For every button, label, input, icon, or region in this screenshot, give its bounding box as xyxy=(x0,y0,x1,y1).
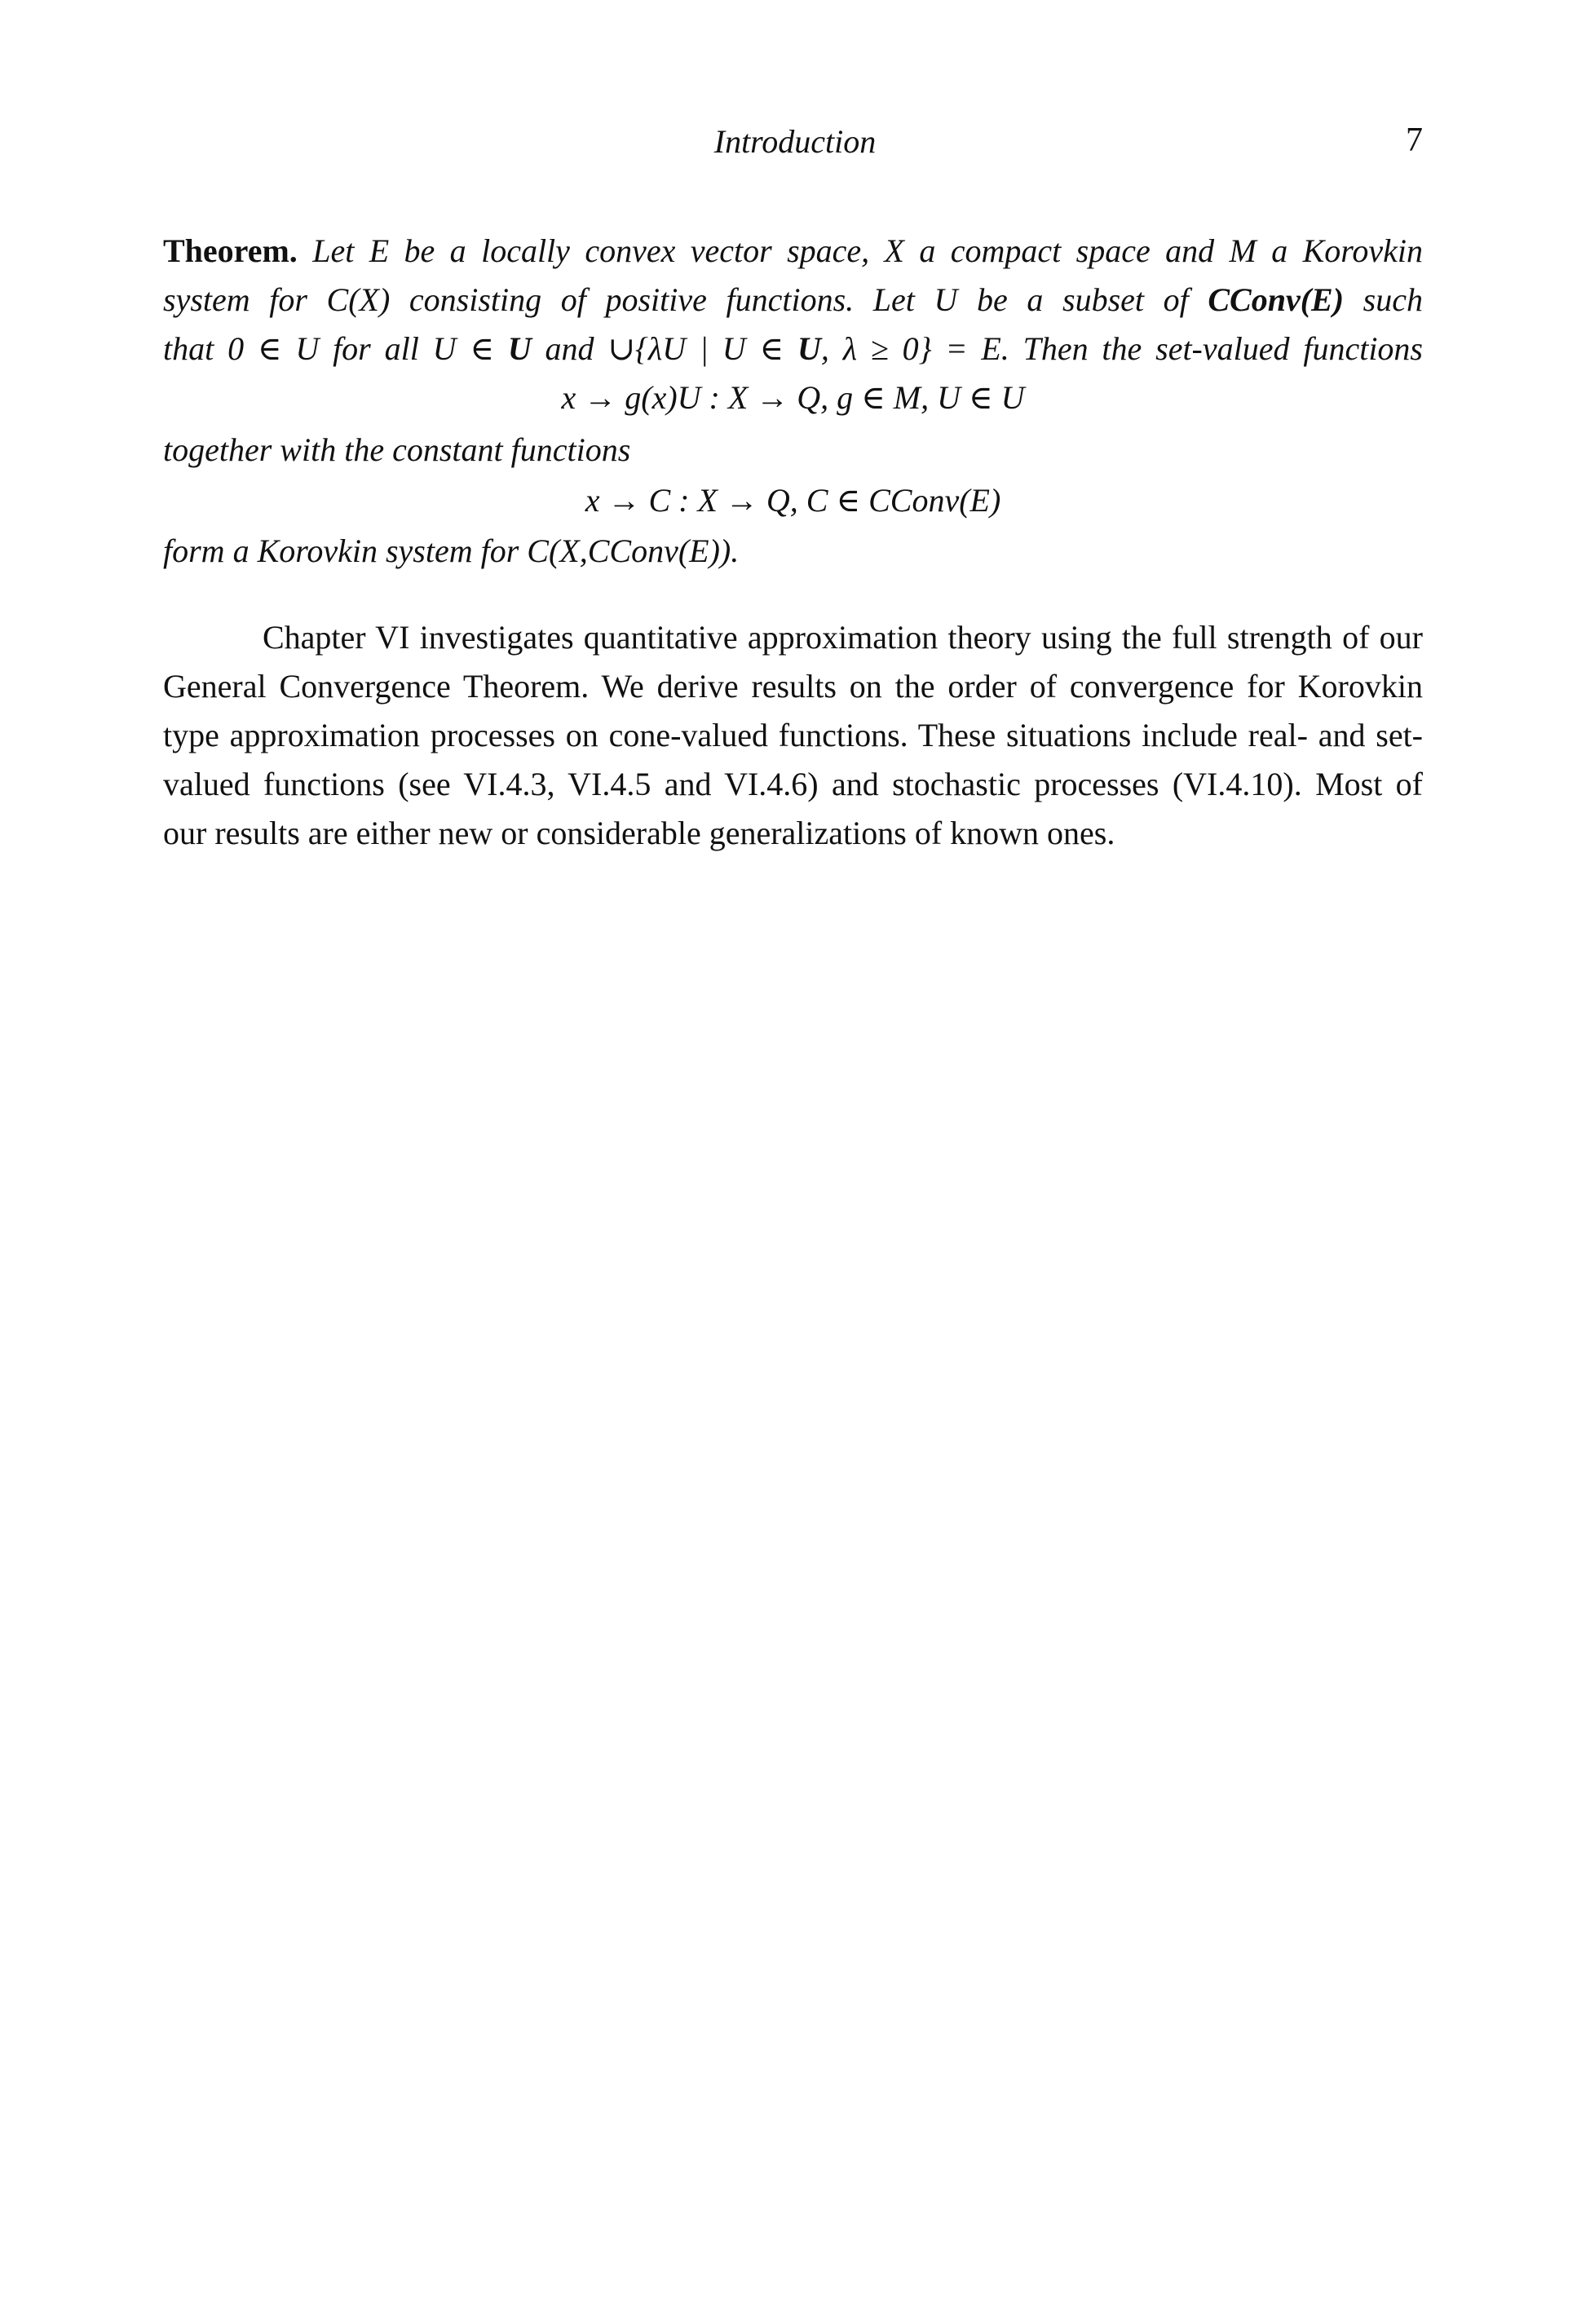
theorem-line-3-end: , λ ≥ 0} = E. Then the set-valued functions xyxy=(820,330,1423,367)
theorem-line-2-end: such xyxy=(1344,281,1423,318)
theorem-label: Theorem. xyxy=(163,232,298,269)
theorem-formula-1: x → g(x)U : X → Q, g ∈ M, U ∈ U xyxy=(561,379,1025,416)
paragraph-line-3: type approximation processes on cone-valued functions. These situations include real- and set- xyxy=(163,717,1423,753)
theorem-line-2 xyxy=(163,281,1423,320)
theorem-line-7: form a Korovkin system for C(X,CConv(E)). xyxy=(163,532,740,569)
paragraph-line-1: Chapter VI investigates quantitative approximation theory using the full strength of our xyxy=(263,619,1423,656)
theorem-cconv-symbol: CConv(E) xyxy=(1208,281,1345,318)
running-header-title: Introduction xyxy=(713,123,877,160)
theorem-u-symbol-1: U xyxy=(507,330,532,367)
theorem-line-3-text: that 0 ∈ U for all U ∈ xyxy=(163,330,508,367)
paragraph-line-5: our results are either new or considerable generalizations of known ones. xyxy=(163,815,1115,851)
theorem-line-3 xyxy=(163,329,1423,369)
theorem-line-1 xyxy=(163,232,1423,271)
theorem-line-1-text: Let E be a locally convex vector space, X a compact space and M a Korovkin xyxy=(312,232,1424,269)
theorem-u-symbol-2: U xyxy=(797,330,821,367)
theorem-line-5: together with the constant functions xyxy=(163,431,631,468)
theorem-line-3-mid: and ∪{λU | U ∈ xyxy=(531,330,797,367)
theorem-formula-2: x → C : X → Q, C ∈ CConv(E) xyxy=(585,482,1001,519)
page-number: 7 xyxy=(1406,122,1423,159)
paragraph-line-2: General Convergence Theorem. We derive results on the order of convergence for Korovkin xyxy=(163,668,1423,705)
paragraph-line-4: valued functions (see VI.4.3, VI.4.5 and VI.4.6) and stochastic processes (VI.4.10). Most of xyxy=(163,766,1423,802)
theorem-line-2-text: system for C(X) consisting of positive functions. Let U be a subset of xyxy=(163,281,1208,318)
